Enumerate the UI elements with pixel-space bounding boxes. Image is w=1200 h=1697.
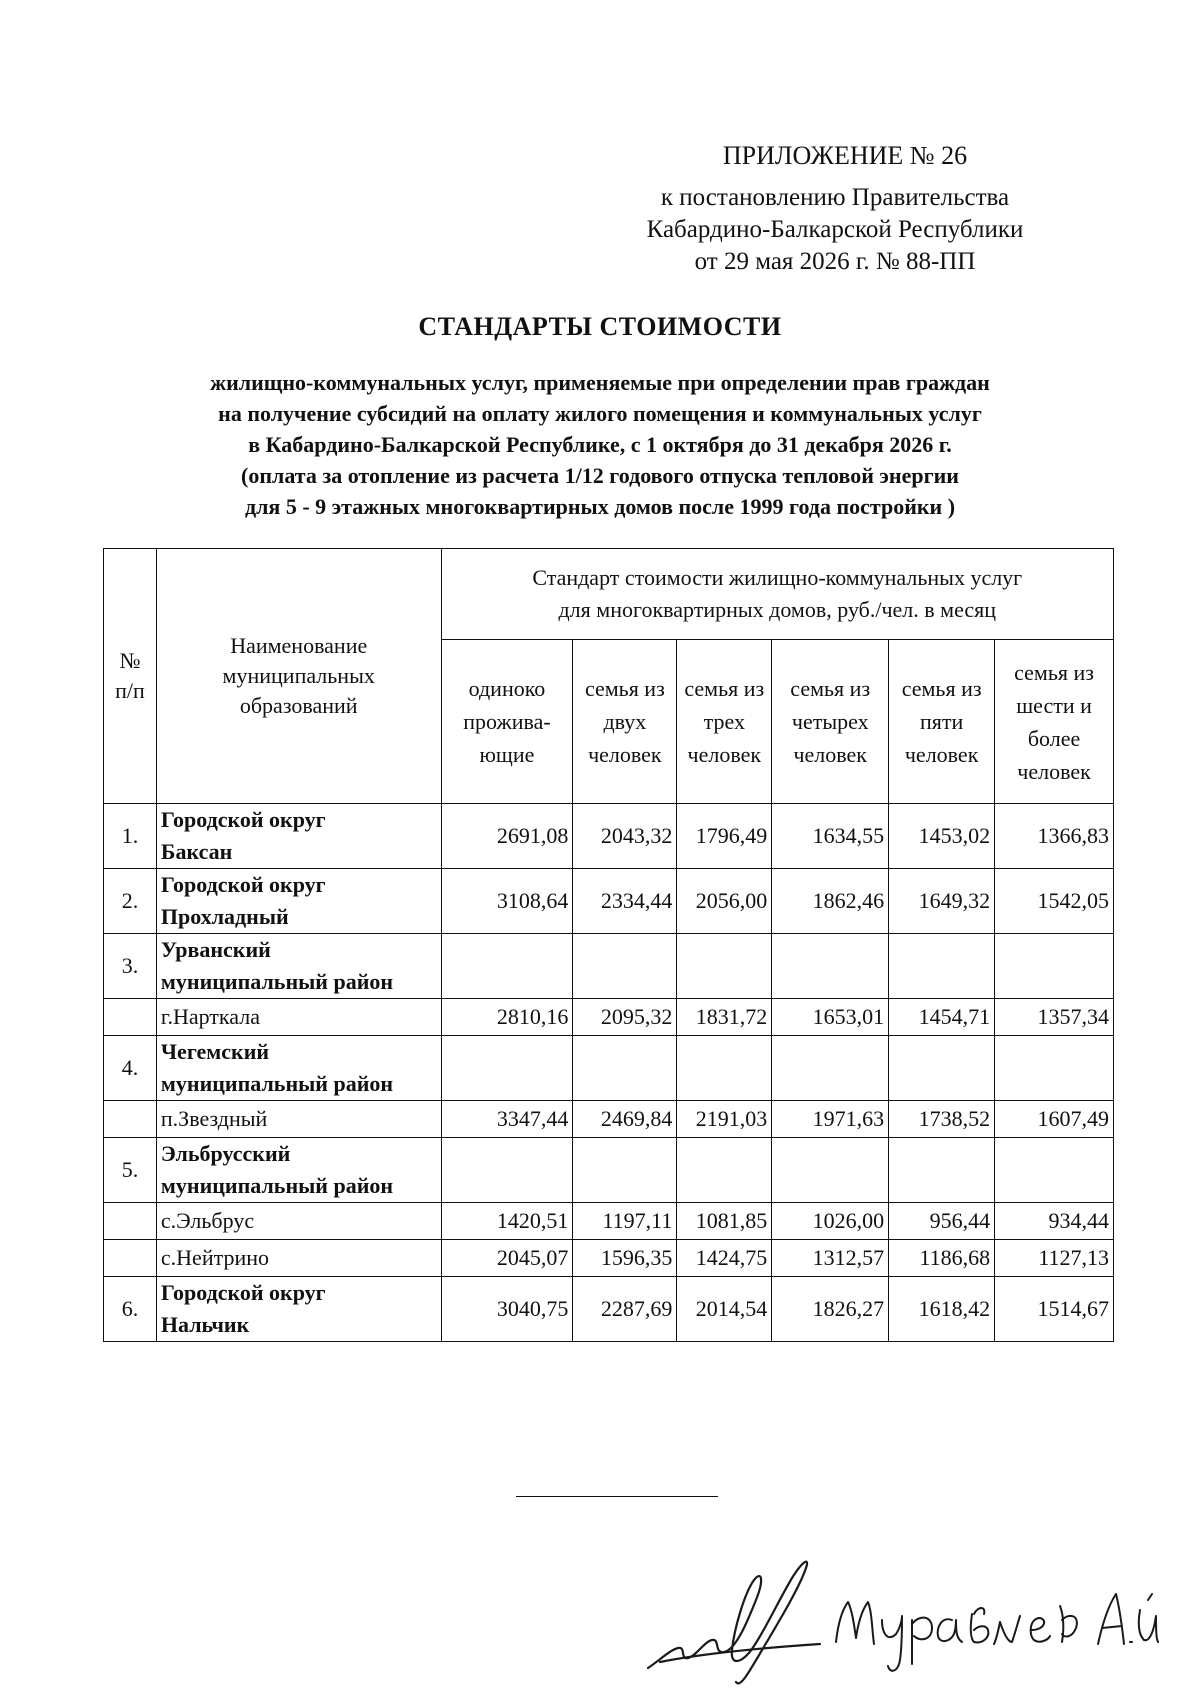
municipality-name-line: Урванский: [160, 937, 271, 962]
cost-value: 2469,84: [573, 1101, 677, 1138]
cost-value: 2095,32: [573, 999, 677, 1036]
table-row: [104, 1277, 1114, 1342]
table-row: [104, 804, 1114, 869]
header-text: прожива-: [463, 709, 551, 734]
header-text: Наименование: [230, 633, 368, 658]
row-number: [104, 1101, 157, 1138]
signature-drawing: [640, 1550, 1160, 1690]
table-row: [104, 869, 1114, 934]
header-column: [772, 640, 889, 804]
header-text: ющие: [479, 742, 535, 767]
cost-value: 1420,51: [441, 1203, 573, 1240]
header-cost-standard: [441, 549, 1113, 640]
cost-value: 1618,42: [889, 1277, 995, 1342]
cost-value: 1826,27: [772, 1277, 889, 1342]
header-text: Стандарт стоимости жилищно-коммунальных услуг: [532, 565, 1023, 590]
municipality-name-line: Городской округ: [160, 1280, 326, 1305]
subtitle-line: (оплата за отопление из расчета 1/12 годового отпуска тепловой энергии: [241, 463, 959, 488]
municipality-name-line: Прохладный: [160, 904, 289, 929]
municipality-name-line: муниципальный район: [160, 1071, 394, 1096]
cost-value: [995, 1036, 1114, 1101]
municipality-name-line: Эльбрусский: [160, 1141, 291, 1166]
table-row: [104, 1101, 1114, 1138]
header-text: семья из: [790, 676, 871, 701]
header-column: [441, 640, 573, 804]
cost-value: 1653,01: [772, 999, 889, 1036]
cost-value: [889, 934, 995, 999]
municipality-name: [156, 934, 441, 999]
cost-value: 1366,83: [995, 804, 1114, 869]
cost-value: [441, 1036, 573, 1101]
header-column: [677, 640, 772, 804]
cost-value: 1026,00: [772, 1203, 889, 1240]
cost-value: [889, 1138, 995, 1203]
municipality-name: [156, 1138, 441, 1203]
row-number: [104, 1240, 157, 1277]
cost-value: 1596,35: [573, 1240, 677, 1277]
cost-value: [573, 1036, 677, 1101]
header-text: семья из: [901, 676, 982, 701]
appendix-title: ПРИЛОЖЕНИЕ № 26: [722, 141, 968, 170]
cost-value: 1514,67: [995, 1277, 1114, 1342]
table-row: [104, 1036, 1114, 1101]
appendix-line-1: к постановлению Правительства: [660, 184, 1010, 211]
cost-value: 3108,64: [441, 869, 573, 934]
cost-value: 2691,08: [441, 804, 573, 869]
cost-value: [573, 1138, 677, 1203]
cost-value: 2810,16: [441, 999, 573, 1036]
header-text: семья из: [584, 676, 665, 701]
cost-value: [441, 934, 573, 999]
header-number: [104, 549, 157, 804]
header-column: [573, 640, 677, 804]
cost-value: 1649,32: [889, 869, 995, 934]
header-text: человек: [588, 742, 662, 767]
header-text: №: [119, 648, 141, 673]
appendix-block: [600, 140, 1070, 278]
cost-value: 934,44: [995, 1203, 1114, 1240]
municipality-name-line: Городской округ: [160, 807, 326, 832]
cost-value: 1634,55: [772, 804, 889, 869]
header-text: образований: [239, 693, 358, 718]
table-row: [104, 1240, 1114, 1277]
cost-value: 1831,72: [677, 999, 772, 1036]
municipality-name: [156, 1277, 441, 1342]
municipality-name: [156, 1036, 441, 1101]
cost-value: 2045,07: [441, 1240, 573, 1277]
header-text: муниципальных: [222, 663, 375, 688]
cost-value: 956,44: [889, 1203, 995, 1240]
table-row: [104, 1138, 1114, 1203]
header-text: человек: [687, 742, 762, 767]
cost-value: [995, 934, 1114, 999]
municipality-name-line: с.Эльбрус: [160, 1208, 255, 1233]
header-text: одиноко: [468, 676, 546, 701]
table-body: [104, 804, 1114, 1342]
cost-value: [441, 1138, 573, 1203]
cost-value: 1424,75: [677, 1240, 772, 1277]
cost-value: 1738,52: [889, 1101, 995, 1138]
table-row: [104, 1203, 1114, 1240]
row-number: [104, 999, 157, 1036]
cost-value: 2043,32: [573, 804, 677, 869]
cost-value: [677, 1138, 772, 1203]
cost-value: 1312,57: [772, 1240, 889, 1277]
header-text: двух: [603, 709, 647, 734]
municipality-name: [156, 1240, 441, 1277]
document-subtitle: [100, 367, 1100, 522]
row-number: 3.: [104, 934, 157, 999]
subtitle-line: жилищно-коммунальных услуг, применяемые при определении прав граждан: [210, 370, 990, 395]
municipality-name: [156, 869, 441, 934]
header-column: [995, 640, 1114, 804]
municipality-name-line: Городской округ: [160, 872, 326, 897]
header-text: четырех: [791, 709, 869, 734]
municipality-name-line: муниципальный район: [160, 969, 394, 994]
municipality-name: [156, 1203, 441, 1240]
row-number: 2.: [104, 869, 157, 934]
document-title: СТАНДАРТЫ СТОИМОСТИ: [418, 312, 782, 341]
cost-value: [995, 1138, 1114, 1203]
cost-value: [772, 934, 889, 999]
header-text: человек: [904, 742, 979, 767]
header-text: человек: [1017, 758, 1091, 784]
row-number: 1.: [104, 804, 157, 869]
cost-value: 1081,85: [677, 1203, 772, 1240]
cost-value: 1197,11: [573, 1203, 677, 1240]
cost-value: 3347,44: [441, 1101, 573, 1138]
header-text: пяти: [919, 709, 964, 734]
subtitle-line: в Кабардино-Балкарской Республике, с 1 октября до 31 декабря 2026 г.: [248, 432, 952, 457]
header-text: более: [1027, 725, 1081, 751]
header-municipality: [156, 549, 441, 804]
appendix-line-2: Кабардино-Балкарской Республики: [646, 216, 1024, 243]
cost-value: 1542,05: [995, 869, 1114, 934]
header-column: [889, 640, 995, 804]
cost-value: 2014,54: [677, 1277, 772, 1342]
cost-value: 2334,44: [573, 869, 677, 934]
municipality-name: [156, 999, 441, 1036]
header-text: для многоквартирных домов, руб./чел. в месяц: [558, 597, 997, 622]
table-row: [104, 999, 1114, 1036]
row-number: 6.: [104, 1277, 157, 1342]
cost-value: 1796,49: [677, 804, 772, 869]
cost-value: 1607,49: [995, 1101, 1114, 1138]
subtitle-line: на получение субсидий на оплату жилого помещения и коммунальных услуг: [218, 401, 982, 426]
municipality-name: [156, 804, 441, 869]
cost-value: 1127,13: [995, 1240, 1114, 1277]
municipality-name-line: г.Нарткала: [160, 1004, 260, 1029]
header-text: п/п: [115, 678, 145, 703]
municipality-name-line: Чегемский: [160, 1039, 270, 1064]
cost-value: [772, 1138, 889, 1203]
cost-value: [889, 1036, 995, 1101]
cost-value: 1971,63: [772, 1101, 889, 1138]
cost-value: 1357,34: [995, 999, 1114, 1036]
cost-value: 3040,75: [441, 1277, 573, 1342]
cost-value: [573, 934, 677, 999]
table-row: [104, 934, 1114, 999]
header-text: шести и: [1016, 692, 1092, 718]
subtitle-line: для 5 - 9 этажных многоквартирных домов после 1999 года постройки ): [244, 494, 956, 519]
row-number: 4.: [104, 1036, 157, 1101]
cost-value: [677, 934, 772, 999]
header-text: семья из: [1014, 659, 1094, 685]
municipality-name-line: с.Нейтрино: [160, 1245, 270, 1270]
municipality-name-line: Баксан: [160, 839, 233, 864]
cost-value: 2191,03: [677, 1101, 772, 1138]
header-text: человек: [793, 742, 867, 767]
signature: [640, 1550, 1160, 1690]
cost-value: 1186,68: [889, 1240, 995, 1277]
cost-value: 2056,00: [677, 869, 772, 934]
cost-value: 2287,69: [573, 1277, 677, 1342]
appendix-line-3: от 29 мая 2026 г. № 88-ПП: [694, 248, 976, 275]
cost-value: 1862,46: [772, 869, 889, 934]
header-text: семья из: [684, 676, 765, 701]
closing-rule: [516, 1496, 718, 1497]
cost-value: 1453,02: [889, 804, 995, 869]
municipality-name: [156, 1101, 441, 1138]
cost-standards-table: [103, 548, 1114, 1342]
municipality-name-line: Нальчик: [160, 1312, 250, 1337]
cost-value: 1454,71: [889, 999, 995, 1036]
cost-value: [677, 1036, 772, 1101]
municipality-name-line: п.Звездный: [160, 1106, 268, 1131]
cost-value: [772, 1036, 889, 1101]
row-number: 5.: [104, 1138, 157, 1203]
header-text: трех: [703, 709, 745, 734]
municipality-name-line: муниципальный район: [160, 1173, 394, 1198]
row-number: [104, 1203, 157, 1240]
